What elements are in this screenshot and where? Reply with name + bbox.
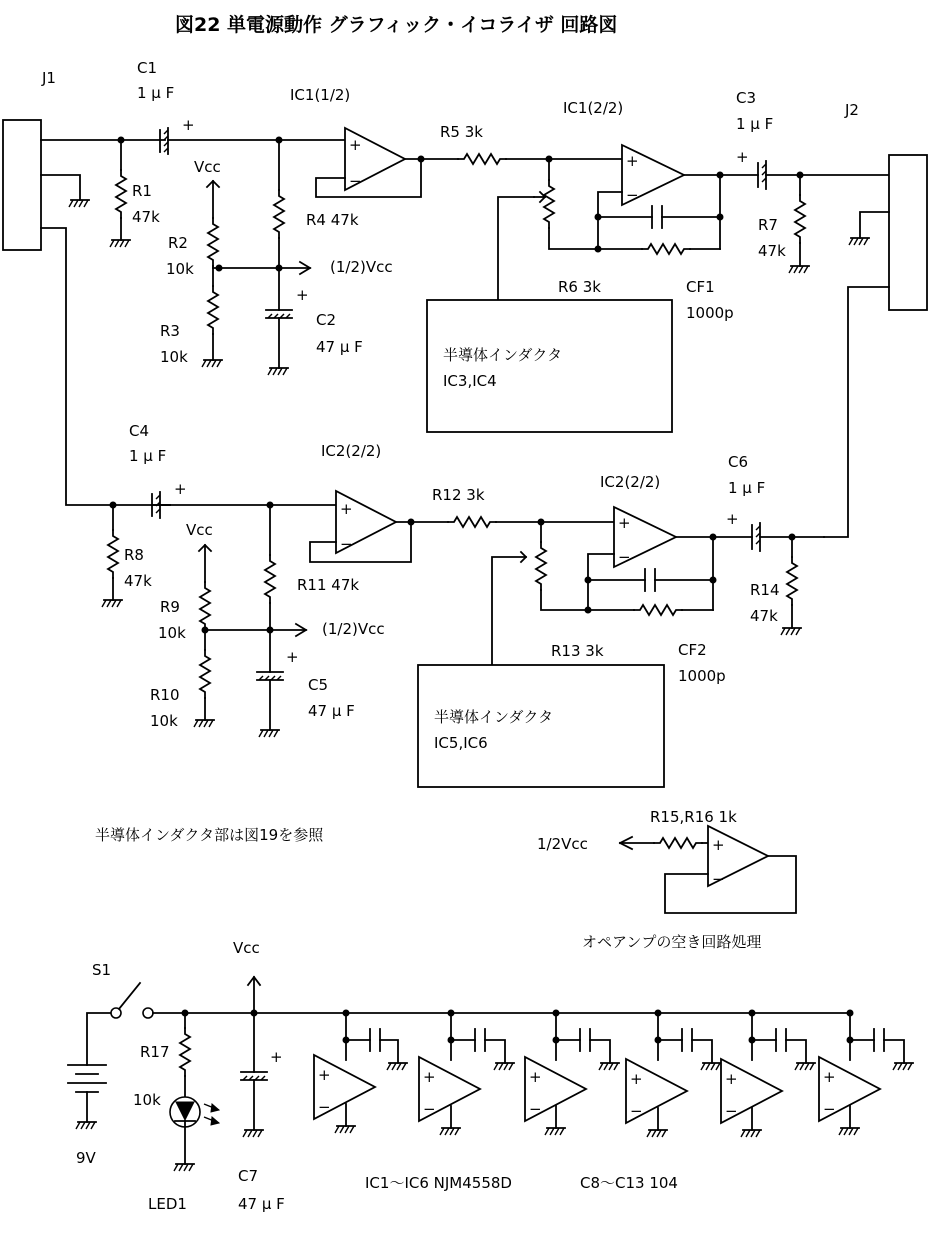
ic1b-plus: + <box>626 152 639 170</box>
unused-minus: − <box>712 870 725 888</box>
ic1a-plus: + <box>349 136 362 154</box>
inductor1-ics: IC3,IC4 <box>443 372 497 390</box>
r17-label: R17 <box>140 1043 170 1061</box>
pwr6-plus: + <box>823 1068 836 1086</box>
r8-resistor <box>102 502 122 607</box>
r1-label: R1 <box>132 182 152 200</box>
c3-value: 1 μ F <box>736 115 774 133</box>
inductor-note: 半導体インダクタ部は図19を参照 <box>95 826 324 844</box>
r2-value: 10k <box>166 260 194 278</box>
ic2a-minus: − <box>340 535 353 553</box>
cf1-value: 1000p <box>686 304 734 322</box>
unused-plus: + <box>712 836 725 854</box>
ic1a-opamp <box>316 128 458 197</box>
r9-label: R9 <box>160 598 180 616</box>
c1-plus: + <box>182 116 195 134</box>
vcc3-label: Vcc <box>233 939 260 957</box>
unused-caption: オペアンプの空き回路処理 <box>582 933 762 951</box>
r8-label: R8 <box>124 546 144 564</box>
unused-opamp <box>620 826 796 913</box>
r3-label: R3 <box>160 322 180 340</box>
c6-plus: + <box>726 510 739 528</box>
r2-r3-divider <box>202 181 310 367</box>
r4-c2-bias <box>266 137 292 375</box>
pwr5-minus: − <box>725 1102 738 1120</box>
inductor2-title: 半導体インダクタ <box>434 708 554 726</box>
vcc2-label: Vcc <box>186 521 213 539</box>
ic2a-opamp <box>310 491 448 562</box>
r8-value: 47k <box>124 572 152 590</box>
s1-label: S1 <box>92 961 112 979</box>
c3-label: C3 <box>736 89 757 107</box>
c3-r7-output <box>720 161 889 273</box>
r9-r10-divider <box>194 545 306 727</box>
c5-plus: + <box>286 648 299 666</box>
c4-value: 1 μ F <box>129 447 167 465</box>
r14-value: 47k <box>750 607 778 625</box>
vcc1-label: Vcc <box>194 158 221 176</box>
c5-value: 47 μ F <box>308 702 355 720</box>
battery-label: 9V <box>76 1149 96 1167</box>
j2-label: J2 <box>845 101 859 119</box>
pwr4-minus: − <box>630 1102 643 1120</box>
c4-plus: + <box>174 480 187 498</box>
c2-value: 47 μ F <box>316 338 363 356</box>
c1-value: 1 μ F <box>137 84 175 102</box>
c5-label: C5 <box>308 676 329 694</box>
pwr4-plus: + <box>630 1070 643 1088</box>
ic2a-label: IC2(2/2) <box>321 442 382 460</box>
r2-label: R2 <box>168 234 188 252</box>
pwr1-minus: − <box>318 1098 331 1116</box>
r11-c5-bias <box>257 502 283 737</box>
pwr3-plus: + <box>529 1068 542 1086</box>
cf2-label: CF2 <box>678 641 707 659</box>
c-list-label: C8～C13 104 <box>580 1174 678 1192</box>
cf1-label: CF1 <box>686 278 715 296</box>
cf2-value: 1000p <box>678 667 726 685</box>
r1-value: 47k <box>132 208 160 226</box>
c7-value: 47 μ F <box>238 1195 285 1213</box>
pwr5-plus: + <box>725 1070 738 1088</box>
r5-resistor <box>458 154 622 164</box>
halfvcc1-label: (1/2)Vcc <box>330 258 393 276</box>
pwr6-minus: − <box>823 1100 836 1118</box>
ic2b-label: IC2(2/2) <box>600 473 661 491</box>
r3-value: 10k <box>160 348 188 366</box>
r9-value: 10k <box>158 624 186 642</box>
inductor2-ics: IC5,IC6 <box>434 734 488 752</box>
c7-plus: + <box>270 1048 283 1066</box>
c6-value: 1 μ F <box>728 479 766 497</box>
j1-label: J1 <box>42 69 56 87</box>
r14-label: R14 <box>750 581 780 599</box>
r6-label: R6 3k <box>558 278 601 296</box>
ic1b-minus: − <box>626 186 639 204</box>
c6-label: C6 <box>728 453 749 471</box>
ic2a-plus: + <box>340 500 353 518</box>
inductor1-title: 半導体インダクタ <box>443 346 563 364</box>
inductor-box-2 <box>418 665 664 787</box>
r4-label: R4 47k <box>306 211 359 229</box>
ic1a-minus: − <box>349 172 362 190</box>
ic2b-plus: + <box>618 514 631 532</box>
r12-label: R12 3k <box>432 486 485 504</box>
ic1b-opamp <box>498 145 723 300</box>
r7-label: R7 <box>758 216 778 234</box>
c7-label: C7 <box>238 1167 259 1185</box>
r13-label: R13 3k <box>551 642 604 660</box>
pwr2-minus: − <box>423 1100 436 1118</box>
pwr2-plus: + <box>423 1068 436 1086</box>
r11-label: R11 47k <box>297 576 360 594</box>
c1-label: C1 <box>137 59 158 77</box>
r15-r16-label: R15,R16 1k <box>650 808 737 826</box>
led-label: LED1 <box>148 1195 187 1213</box>
halfvcc3-label: 1/2Vcc <box>537 835 588 853</box>
r5-label: R5 3k <box>440 123 483 141</box>
pwr1-plus: + <box>318 1066 331 1084</box>
r7-value: 47k <box>758 242 786 260</box>
diagram-title: 図22 単電源動作 グラフィック・イコライザ 回路図 <box>175 14 618 36</box>
pwr3-minus: − <box>529 1100 542 1118</box>
c2-label: C2 <box>316 311 337 329</box>
ic-list-label: IC1～IC6 NJM4558D <box>365 1174 512 1192</box>
r1-resistor <box>110 137 130 247</box>
c4-label: C4 <box>129 422 150 440</box>
ic1a-label: IC1(1/2) <box>290 86 351 104</box>
j2-connector <box>824 155 927 537</box>
r10-value: 10k <box>150 712 178 730</box>
r17-value: 10k <box>133 1091 161 1109</box>
r10-label: R10 <box>150 686 180 704</box>
halfvcc2-label: (1/2)Vcc <box>322 620 385 638</box>
ic2b-minus: − <box>618 548 631 566</box>
c3-plus: + <box>736 148 749 166</box>
ic1b-label: IC1(2/2) <box>563 99 624 117</box>
c2-plus: + <box>296 286 309 304</box>
r12-resistor <box>448 517 614 527</box>
inductor-box-1 <box>427 300 672 432</box>
